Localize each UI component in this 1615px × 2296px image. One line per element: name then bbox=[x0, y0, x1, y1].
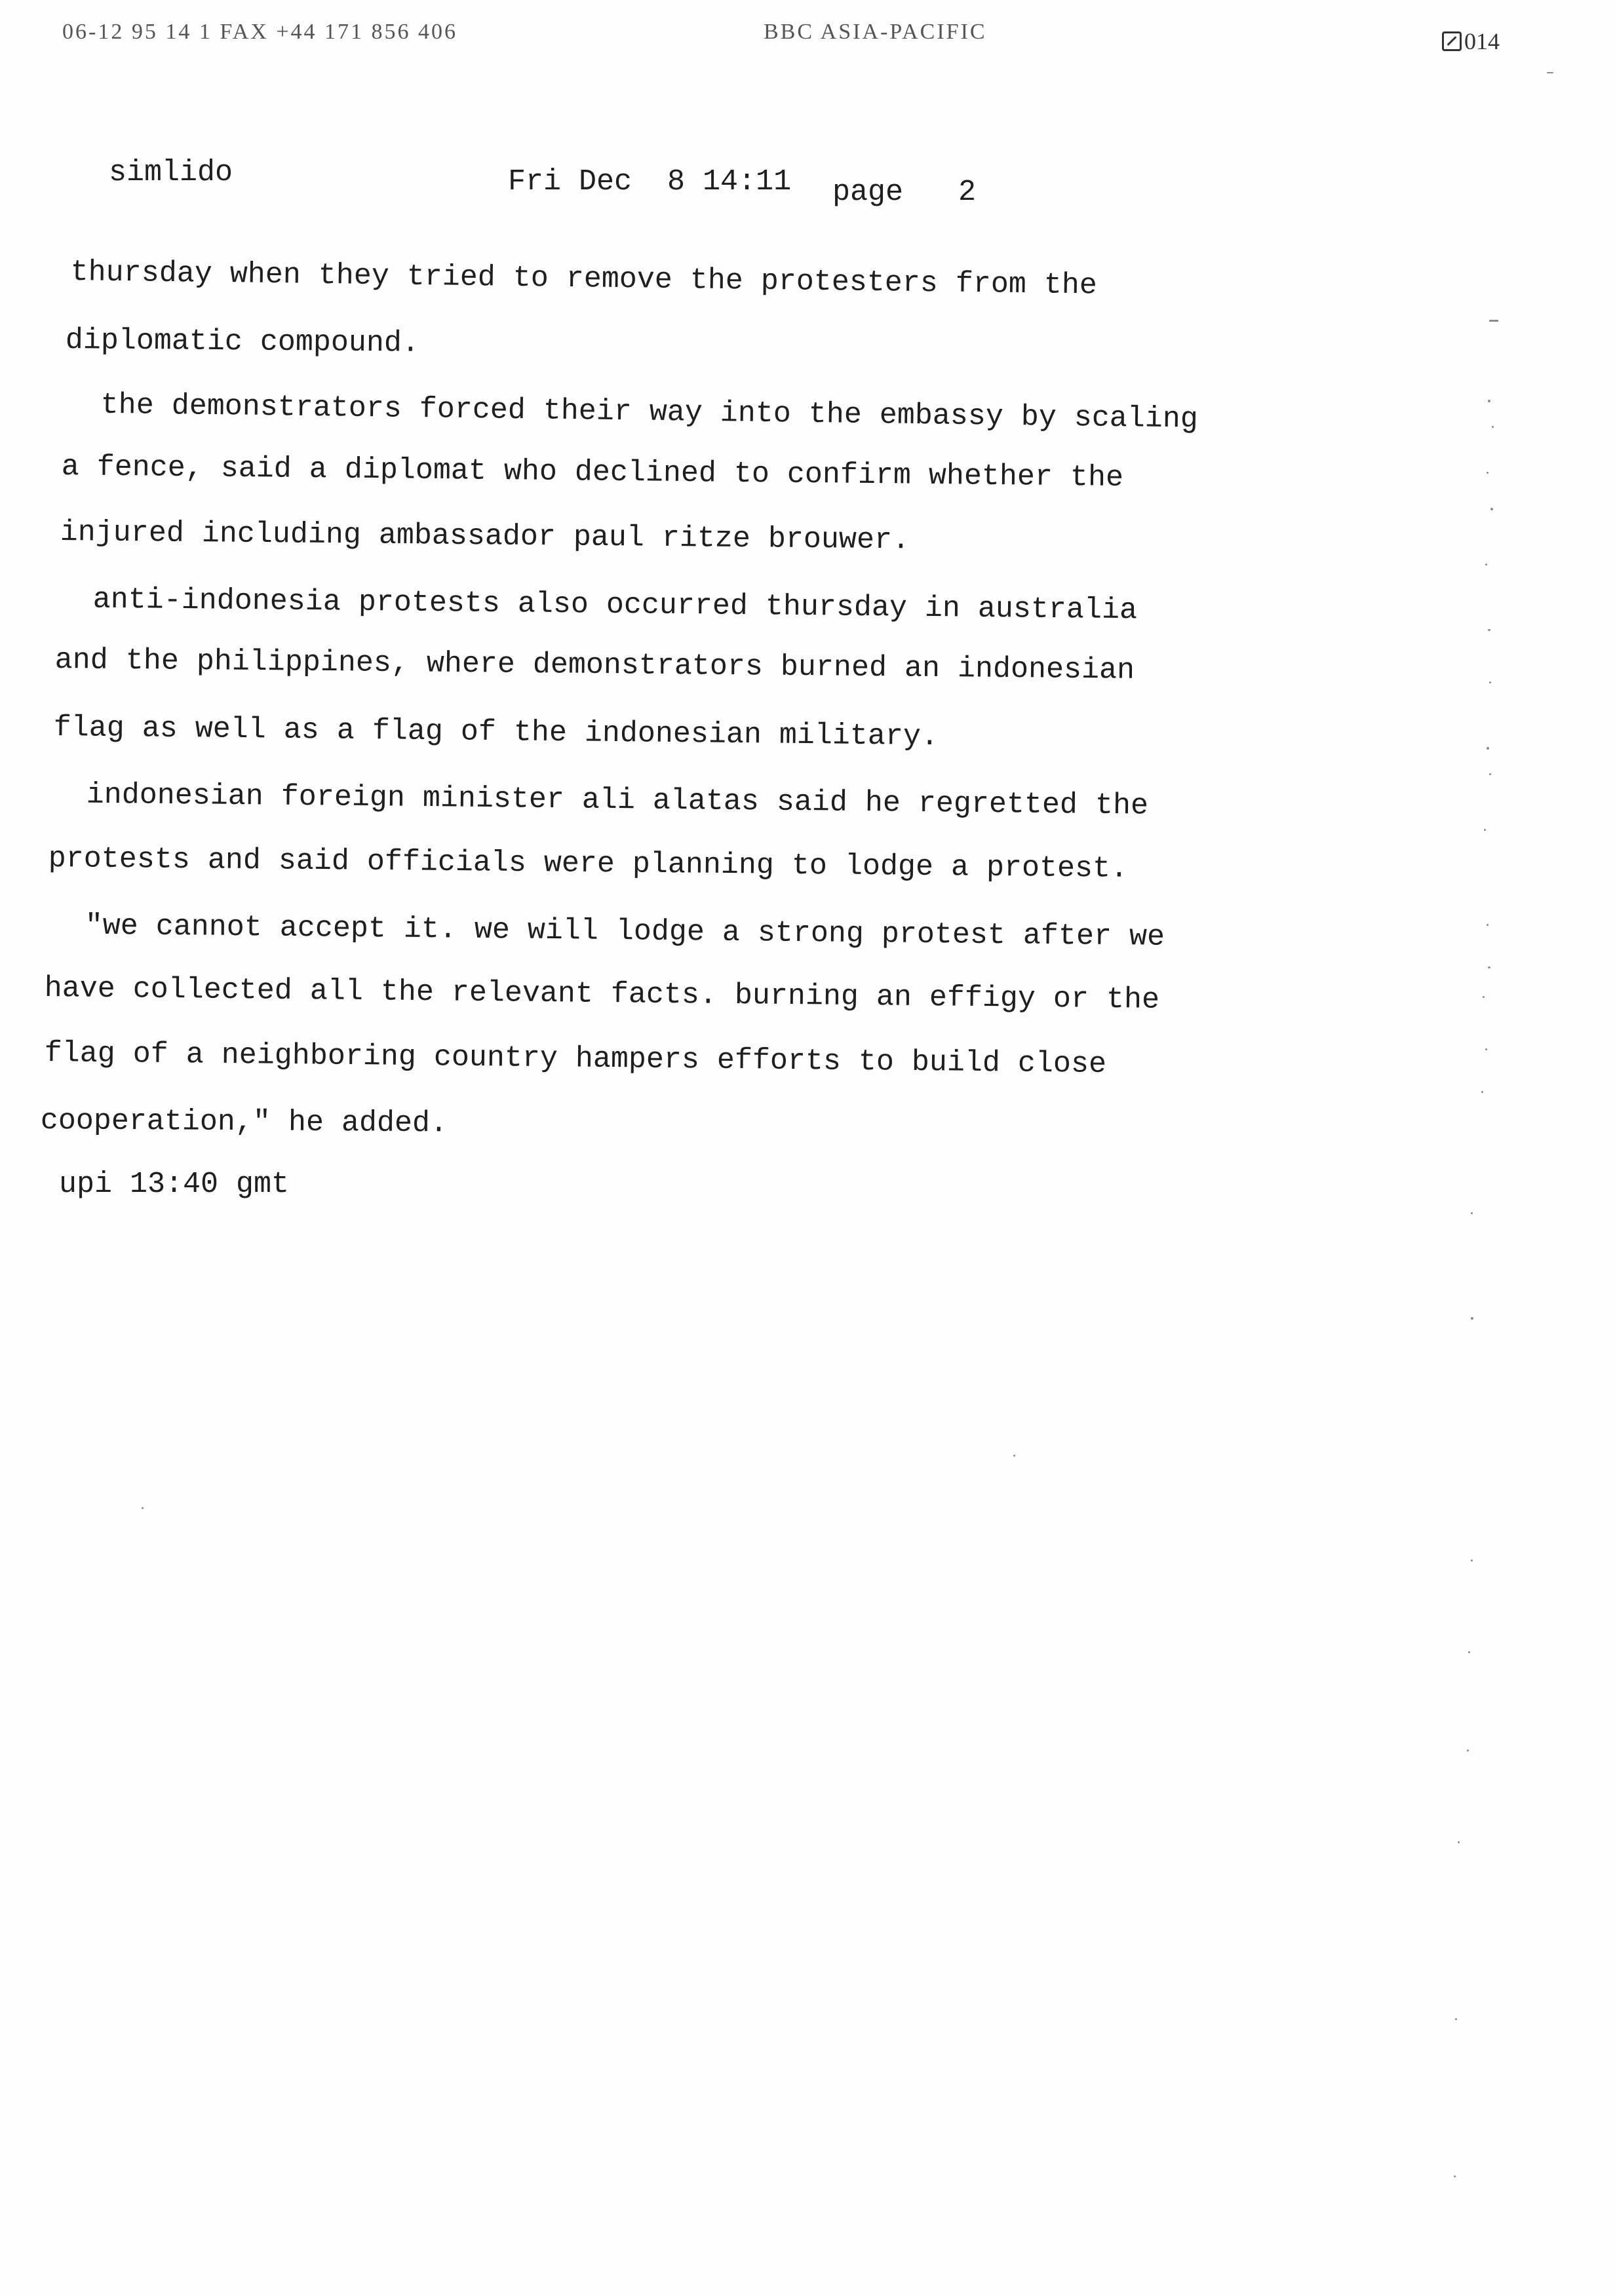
fax-transmission-line: 06-12 95 14 1 FAX +44 171 856 406 bbox=[62, 20, 457, 44]
body-line-15: upi 13:40 gmt bbox=[59, 1168, 290, 1201]
body-line-3: the demonstrators forced their way into the embassy by scaling bbox=[65, 388, 1199, 436]
scan-speck bbox=[1013, 1455, 1015, 1457]
scan-speck bbox=[1487, 747, 1489, 750]
body-line-2: diplomatic compound. bbox=[65, 324, 420, 360]
scan-speck bbox=[1489, 681, 1491, 683]
fax-organization: BBC ASIA-PACIFIC bbox=[764, 20, 987, 44]
scan-speck bbox=[1454, 2175, 1456, 2177]
scan-speck bbox=[1458, 1841, 1460, 1843]
body-line-10: protests and said officials were planning to lodge a protest. bbox=[48, 842, 1129, 886]
scan-speck bbox=[1488, 629, 1490, 631]
document-page-number: 2 bbox=[958, 176, 977, 209]
scan-speck bbox=[1471, 1317, 1473, 1320]
fax-page-number-value: 014 bbox=[1464, 28, 1500, 54]
scan-speck bbox=[1492, 426, 1494, 428]
document-user: simlido bbox=[109, 156, 233, 189]
scan-speck bbox=[1455, 2018, 1457, 2020]
document-page-label: page bbox=[832, 176, 904, 209]
fax-checkbox-icon bbox=[1442, 31, 1462, 51]
scan-speck bbox=[1489, 320, 1498, 322]
scan-speck bbox=[1471, 1559, 1473, 1561]
scan-speck bbox=[1489, 773, 1491, 775]
scan-speck bbox=[1488, 966, 1490, 968]
scan-speck bbox=[142, 1507, 144, 1509]
scan-speck bbox=[1485, 1048, 1487, 1050]
body-line-4: a fence, said a diplomat who declined to confirm whether the bbox=[61, 450, 1124, 495]
body-line-13: flag of a neighboring country hampers efforts to build close bbox=[44, 1037, 1107, 1081]
scan-speck bbox=[1467, 1750, 1469, 1751]
body-line-6: anti-indonesia protests also occurred thursday in australia bbox=[57, 583, 1138, 628]
scan-speck bbox=[1485, 564, 1487, 565]
scan-speck bbox=[1490, 508, 1493, 510]
body-line-7: and the philippines, where demonstrators burned an indonesian bbox=[54, 643, 1135, 687]
body-line-1: thursday when they tried to remove the protesters from the bbox=[70, 256, 1098, 303]
scan-speck bbox=[1468, 1651, 1470, 1653]
scan-speck bbox=[1484, 829, 1486, 831]
scan-speck bbox=[1471, 1212, 1473, 1214]
scan-speck bbox=[1547, 72, 1553, 73]
scan-speck bbox=[1488, 400, 1490, 402]
scan-speck bbox=[1487, 924, 1489, 926]
body-line-9: indonesian foreign minister ali alatas said he regretted the bbox=[50, 778, 1149, 823]
scan-speck bbox=[1483, 996, 1485, 998]
body-line-5: injured including ambassador paul ritze brouwer. bbox=[60, 516, 910, 558]
body-line-14: cooperation," he added. bbox=[40, 1104, 448, 1141]
scan-speck bbox=[1487, 472, 1489, 474]
document-datetime: Fri Dec 8 14:11 bbox=[508, 165, 792, 199]
scan-speck bbox=[1481, 1091, 1483, 1093]
body-line-12: have collected all the relevant facts. burning an effigy or the bbox=[44, 972, 1160, 1017]
body-line-11: "we cannot accept it. we will lodge a strong protest after we bbox=[49, 909, 1165, 954]
body-line-8: flag as well as a flag of the indonesian military. bbox=[53, 711, 939, 754]
fax-page-number bbox=[1442, 28, 1500, 55]
